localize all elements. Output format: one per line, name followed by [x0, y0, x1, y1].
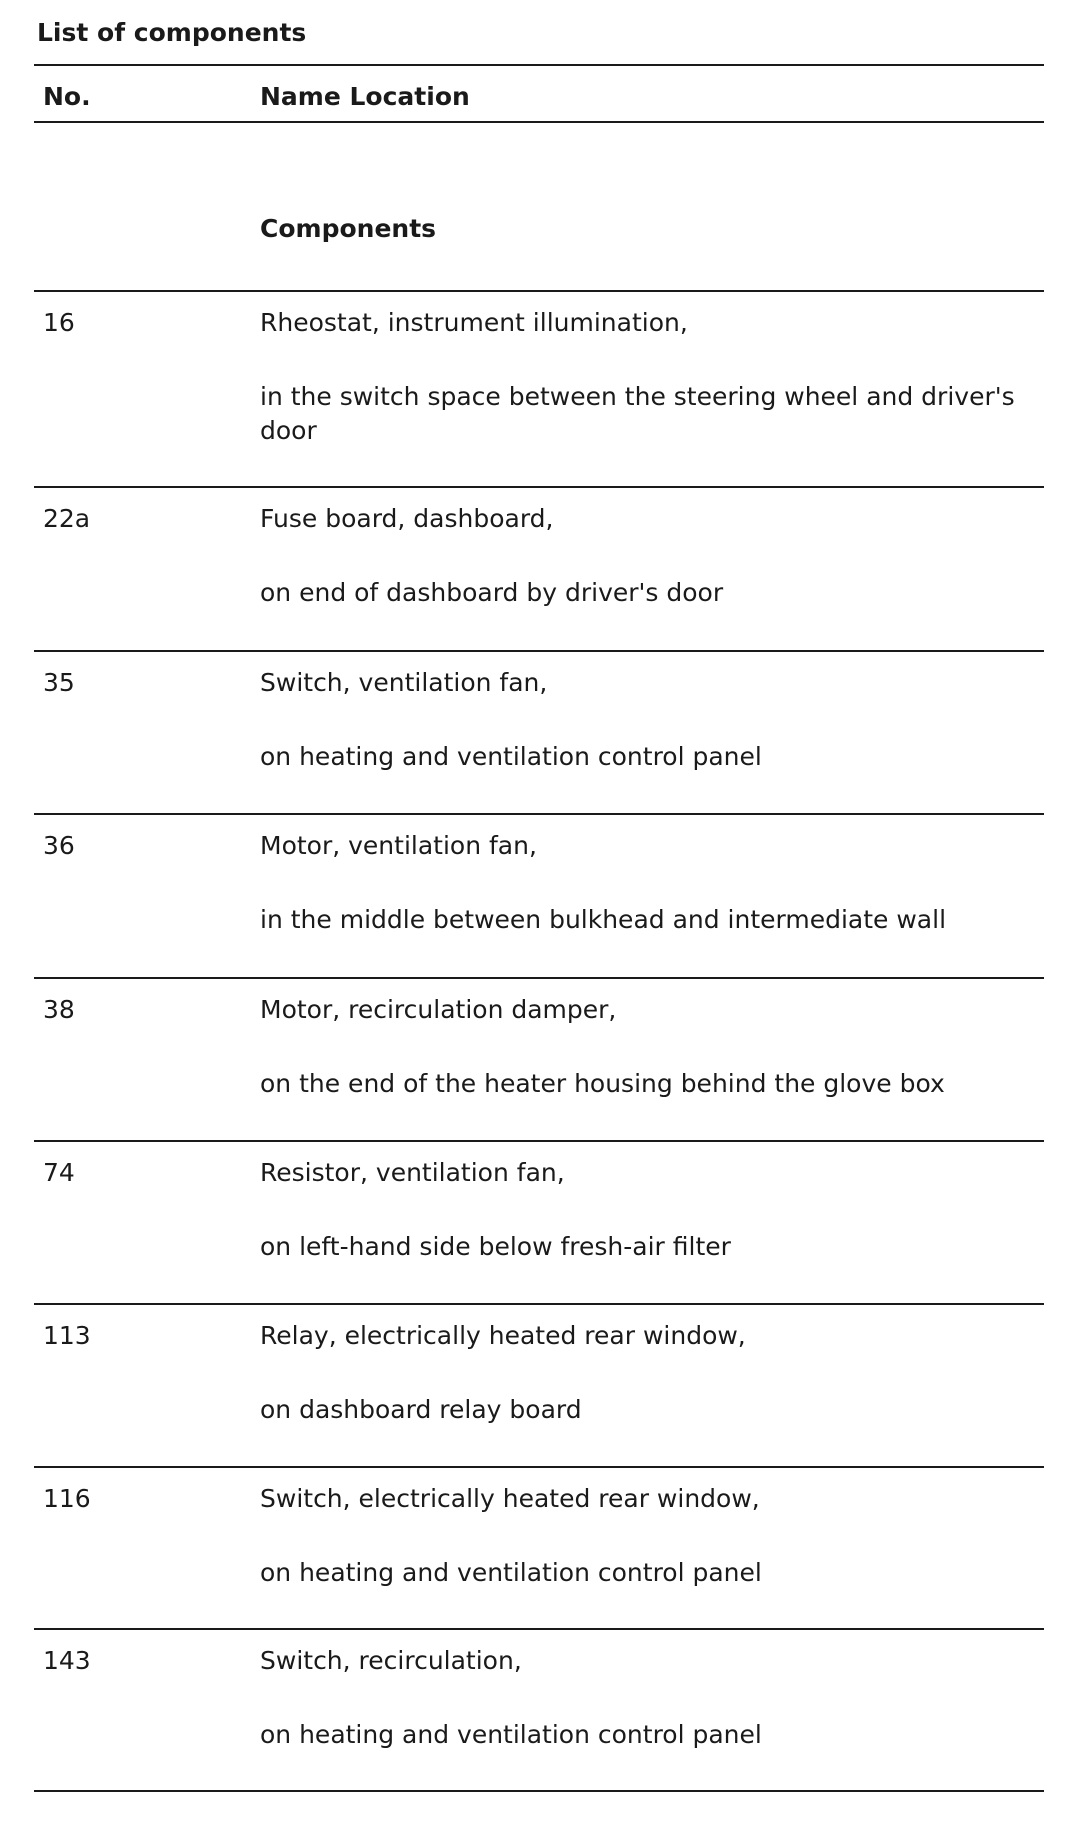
- component-number: 22a: [43, 504, 91, 533]
- component-number: 143: [43, 1646, 91, 1675]
- component-name: Motor, recirculation damper,: [260, 995, 617, 1024]
- row-rule: [34, 1628, 1044, 1630]
- component-location: on heating and ventilation control panel: [260, 1558, 762, 1587]
- row-rule: [34, 1466, 1044, 1468]
- component-name: Fuse board, dashboard,: [260, 504, 554, 533]
- section-title: Components: [260, 214, 437, 243]
- component-location: on left-hand side below fresh-air filter: [260, 1232, 731, 1261]
- row-rule: [34, 1303, 1044, 1305]
- component-number: 74: [43, 1158, 75, 1187]
- component-name: Switch, electrically heated rear window,: [260, 1484, 760, 1513]
- row-rule: [34, 1140, 1044, 1142]
- component-name: Motor, ventilation fan,: [260, 831, 537, 860]
- component-number: 116: [43, 1484, 91, 1513]
- component-location: on heating and ventilation control panel: [260, 742, 762, 771]
- component-name: Resistor, ventilation fan,: [260, 1158, 565, 1187]
- component-location: on heating and ventilation control panel: [260, 1720, 762, 1749]
- column-header-name-location: Name Location: [260, 82, 470, 111]
- component-location: in the switch space between the steering wheel and driver's door: [260, 382, 1015, 445]
- component-location: in the middle between bulkhead and intermediate wall: [260, 905, 947, 934]
- component-number: 113: [43, 1321, 91, 1350]
- component-name: Switch, ventilation fan,: [260, 668, 548, 697]
- header-top-rule: [34, 64, 1044, 66]
- component-number: 16: [43, 308, 75, 337]
- component-number: 38: [43, 995, 75, 1024]
- row-rule: [34, 977, 1044, 979]
- component-name: Switch, recirculation,: [260, 1646, 522, 1675]
- component-name: Relay, electrically heated rear window,: [260, 1321, 746, 1350]
- component-location: on the end of the heater housing behind the glove box: [260, 1069, 945, 1098]
- component-location: on end of dashboard by driver's door: [260, 578, 724, 607]
- row-rule: [34, 290, 1044, 292]
- document-title: List of components: [37, 18, 307, 47]
- row-rule: [34, 650, 1044, 652]
- component-location: on dashboard relay board: [260, 1395, 582, 1424]
- row-rule: [34, 813, 1044, 815]
- component-name: Rheostat, instrument illumination,: [260, 308, 688, 337]
- header-bottom-rule: [34, 121, 1044, 123]
- table-bottom-rule: [34, 1790, 1044, 1792]
- column-header-no: No.: [43, 82, 91, 111]
- component-number: 35: [43, 668, 75, 697]
- component-number: 36: [43, 831, 75, 860]
- row-rule: [34, 486, 1044, 488]
